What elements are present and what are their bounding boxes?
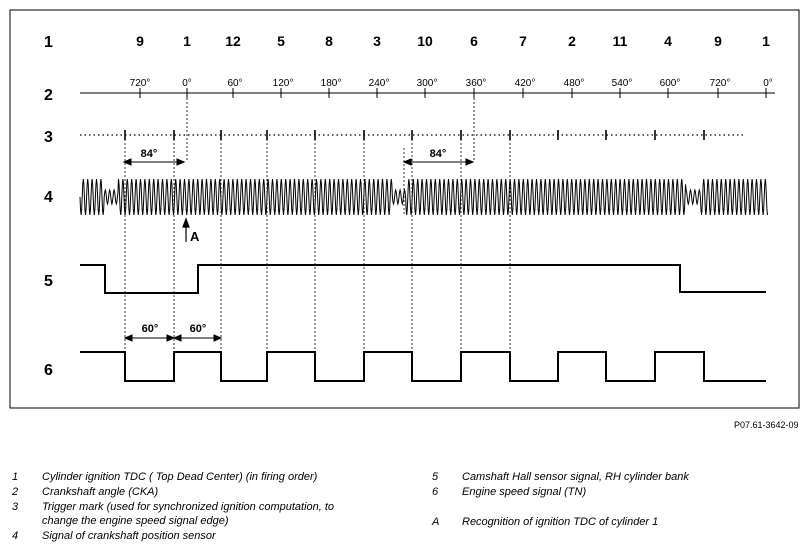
- tdc-cylinder: 1: [183, 33, 191, 49]
- row-label-3: 3: [44, 129, 53, 146]
- crank-angle-label: 540°: [611, 78, 633, 89]
- tdc-cylinder: 9: [136, 33, 144, 49]
- tdc-cylinder: 3: [373, 33, 381, 49]
- crank-angle-label: 360°: [465, 78, 487, 89]
- reference-lines: [125, 98, 510, 352]
- legend-key: 2: [12, 486, 19, 498]
- crank-angle-label: 0°: [182, 78, 192, 89]
- crank-angle-label: 720°: [129, 78, 151, 89]
- legend-text: Trigger mark (used for synchronized ignition computation, to: [42, 501, 335, 513]
- dimension-60-left: 60°: [141, 323, 159, 335]
- legend-text: change the engine speed signal edge): [42, 515, 229, 527]
- tdc-cylinder: 4: [664, 33, 672, 49]
- legend-text: Recognition of ignition TDC of cylinder 1: [462, 516, 659, 528]
- tdc-cylinder: 5: [277, 33, 285, 49]
- tdc-cylinder: 10: [417, 33, 433, 49]
- legend-key: 5: [432, 471, 439, 483]
- tdc-cylinder: 7: [519, 33, 527, 49]
- dimension-60-right: 60°: [189, 323, 207, 335]
- crank-angle-label: 300°: [416, 78, 438, 89]
- legend-key: 4: [12, 530, 19, 542]
- legend-text: Camshaft Hall sensor signal, RH cylinder bank: [462, 471, 689, 483]
- camshaft-hall-signal: [80, 265, 766, 293]
- marker-a-label: A: [190, 229, 200, 244]
- crank-angle-label: 600°: [659, 78, 681, 89]
- row-label-6: 6: [44, 362, 53, 379]
- legend-text: Crankshaft angle (CKA): [42, 486, 159, 498]
- crankshaft-sensor-signal: [80, 179, 768, 215]
- tdc-cylinder: 12: [225, 33, 241, 49]
- legend-text: Signal of crankshaft position sensor: [42, 530, 216, 542]
- crank-angle-label: 480°: [563, 78, 585, 89]
- crank-angle-label: 240°: [368, 78, 390, 89]
- engine-speed-signal: [80, 352, 766, 381]
- figure-reference: P07.61-3642-09: [734, 420, 799, 430]
- row-label-5: 5: [44, 273, 53, 290]
- crank-angle-label: 720°: [709, 78, 731, 89]
- crank-angle-label: 120°: [272, 78, 294, 89]
- legend-key: A: [432, 516, 440, 528]
- diagram-frame: [10, 10, 799, 408]
- crank-angle-label: 60°: [227, 78, 243, 89]
- row-label-2: 2: [44, 87, 53, 104]
- tdc-cylinder: 1: [762, 33, 770, 49]
- crank-angle-label: 0°: [763, 78, 773, 89]
- row-label-1: 1: [44, 34, 53, 51]
- legend-key: 1: [12, 471, 19, 483]
- legend-text: Cylinder ignition TDC ( Top Dead Center) (in firing order): [42, 471, 318, 483]
- tdc-cylinder: 8: [325, 33, 333, 49]
- tdc-cylinder: 11: [612, 33, 628, 49]
- tdc-cylinder: 2: [568, 33, 576, 49]
- crank-angle-label: 180°: [320, 78, 342, 89]
- legend-key: 3: [12, 501, 19, 513]
- legend-text: Engine speed signal (TN): [462, 486, 587, 498]
- marker-a-arrow: [183, 219, 189, 242]
- row-label-4: 4: [44, 189, 53, 206]
- legend-key: 6: [432, 486, 439, 498]
- tdc-cylinder: 9: [714, 33, 722, 49]
- tdc-cylinder: 6: [470, 33, 478, 49]
- dimension-84-left: 84°: [140, 148, 158, 160]
- dimension-84-right: 84°: [429, 148, 447, 160]
- crank-angle-label: 420°: [514, 78, 536, 89]
